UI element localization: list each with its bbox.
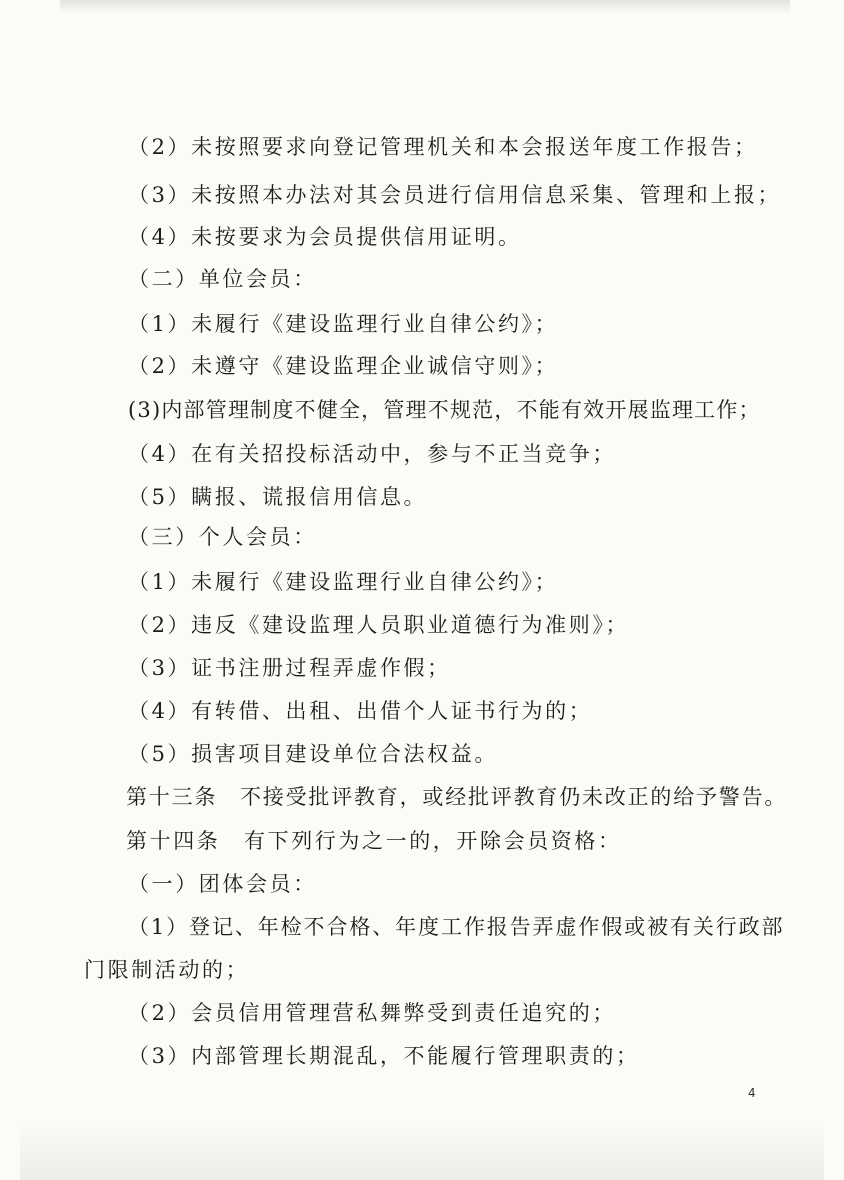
scan-bottom-shadow [20, 1120, 824, 1180]
section-heading: （二）单位会员： [128, 267, 317, 291]
text-line: （4）在有关招投标活动中，参与不正当竞争； [128, 442, 616, 466]
text-line: （1）登记、年检不合格、年度工作报告弄虚作假或被有关行政部 [128, 915, 785, 939]
text-line: （5）瞒报、谎报信用信息。 [128, 485, 428, 509]
text-line: 门限制活动的； [84, 958, 250, 982]
text-line: （3）未按照本办法对其会员进行信用信息采集、管理和上报； [128, 183, 782, 207]
text-line: （2）会员信用管理营私舞弊受到责任追究的； [128, 1001, 616, 1025]
scan-top-shadow [60, 0, 790, 14]
text-line: （3）内部管理长期混乱，不能履行管理职责的； [128, 1044, 640, 1068]
text-line: （1）未履行《建设监理行业自律公约》； [128, 312, 559, 336]
section-heading: （三）个人会员： [128, 525, 317, 549]
section-heading: （一）团体会员： [128, 872, 317, 896]
text-line: （5）损害项目建设单位合法权益。 [128, 742, 498, 766]
text-line: （4）有转借、出租、出借个人证书行为的； [128, 699, 593, 723]
article-line: 第十四条 有下列行为之一的，开除会员资格： [126, 829, 622, 853]
article-line: 第十三条 不接受批评教育，或经批评教育仍未改正的给予警告。 [126, 785, 788, 809]
text-line: （4）未按要求为会员提供信用证明。 [128, 225, 522, 249]
text-line: （2）未按照要求向登记管理机关和本会报送年度工作报告； [128, 135, 758, 159]
page-number: 4 [748, 1086, 756, 1100]
text-line: （3）证书注册过程弄虚作假； [128, 656, 451, 680]
text-line: （2）违反《建设监理人员职业道德行为准则》； [128, 613, 630, 637]
text-line: (3)内部管理制度不健全，管理不规范，不能有效开展监理工作； [128, 398, 761, 422]
text-line: （2）未遵守《建设监理企业诚信守则》； [128, 354, 559, 378]
text-line: （1）未履行《建设监理行业自律公约》； [128, 570, 559, 594]
